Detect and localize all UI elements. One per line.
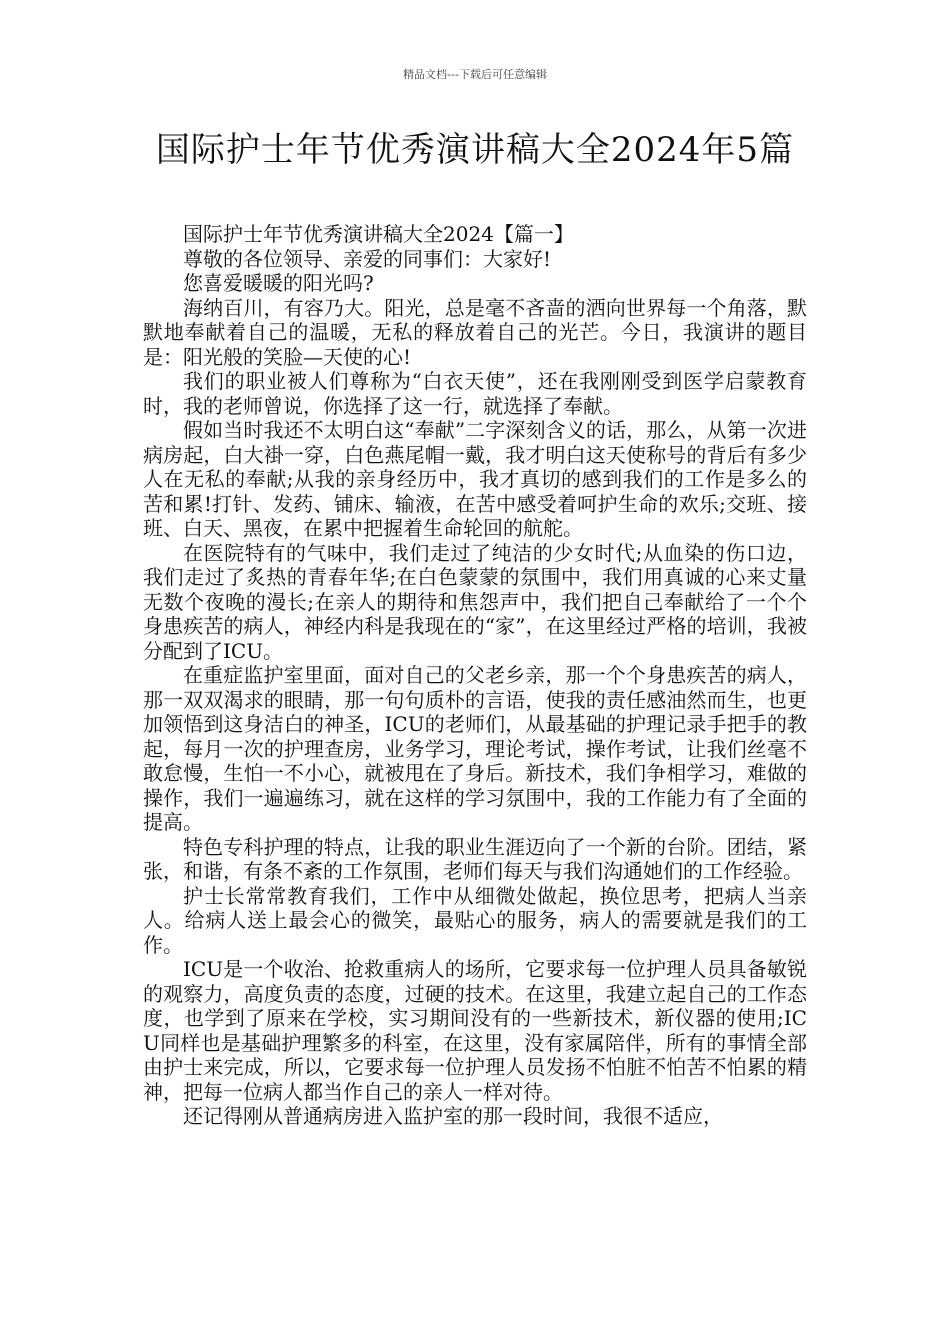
paragraph: 海纳百川，有容乃大。阳光，总是毫不吝啬的洒向世界每一个角落，默默地奉献着自己的温暖，无私的释放着自己的光芒。今日，我演讲的题目是：阳光般的笑脸—天使的心!	[143, 295, 807, 369]
paragraph: 在医院特有的气味中，我们走过了纯洁的少女时代;从血染的伤口边，我们走过了炙热的青春年华;在白色蒙蒙的氛围中，我们用真诚的心来丈量无数个夜晚的漫长;在亲人的期待和焦怨声中，我们把自己奉献给了一个个身患疾苦的病人，神经内科是我现在的“家”，在这里经过严格的培训，我被分配到了ICU。	[143, 540, 807, 663]
paragraph: 假如当时我还不太明白这“奉献”二字深刻含义的话，那么，从第一次进病房起，白大褂一穿，白色燕尾帽一戴，我才明白这天使称号的背后有多少人在无私的奉献;从我的亲身经历中，我才真切的感到我们的工作是多么的苦和累!打针、发药、铺床、输液，在苦中感受着呵护生命的欢乐;交班、接班、白天、黑夜，在累中把握着生命轮回的航舵。	[143, 418, 807, 540]
paragraph: 在重症监护室里面，面对自己的父老乡亲，那一个个身患疾苦的病人，那一双双渴求的眼睛，那一句句质朴的言语，使我的责任感油然而生，也更加领悟到这身洁白的神圣，ICU的老师们，从最基础的护理记录手把手的教起，每月一次的护理查房，业务学习，理论考试，操作考试，让我们丝毫不敢怠慢，生怕一不小心，就被甩在了身后。新技术，我们争相学习，难做的操作，我们一遍遍练习，就在这样的学习氛围中，我的工作能力有了全面的提高。	[143, 663, 807, 834]
paragraph: ICU是一个收治、抢救重病人的场所，它要求每一位护理人员具备敏锐的观察力，高度负责的态度，过硬的技术。在这里，我建立起自己的工作态度，也学到了原来在学校，实习期间没有的一些新技术，新仪器的使用;ICU同样也是基础护理繁多的科室，在这里，没有家属陪伴，所有的事情全部由护士来完成，所以，它要求每一位护理人员发扬不怕脏不怕苦不怕累的精神，把每一位病人都当作自己的亲人一样对待。	[143, 957, 807, 1104]
paragraph: 特色专科护理的特点，让我的职业生涯迈向了一个新的台阶。团结，紧张，和谐，有条不紊的工作氛围，老师们每天与我们沟通她们的工作经验。	[143, 834, 807, 883]
paragraph-section-heading: 国际护士年节优秀演讲稿大全2024【篇一】	[183, 222, 574, 246]
paragraph-greeting: 尊敬的各位领导、亲爱的同事们：大家好!	[183, 246, 552, 271]
document-body	[143, 222, 807, 1129]
page-header: 精品文档---下载后可任意编辑	[403, 68, 547, 81]
paragraph-question: 您喜爱暖暖的阳光吗?	[183, 271, 374, 295]
paragraph: 我们的职业被人们尊称为“白衣天使”，还在我刚刚受到医学启蒙教育时，我的老师曾说，你选择了这一行，就选择了奉献。	[143, 369, 807, 418]
document-title: 国际护士年节优秀演讲稿大全2024年5篇	[155, 130, 795, 170]
paragraph: 护士长常常教育我们，工作中从细微处做起，换位思考，把病人当亲人。给病人送上最会心的微笑，最贴心的服务，病人的需要就是我们的工作。	[143, 883, 807, 957]
paragraph: 还记得刚从普通病房进入监护室的那一段时间，我很不适应，	[183, 1104, 723, 1128]
